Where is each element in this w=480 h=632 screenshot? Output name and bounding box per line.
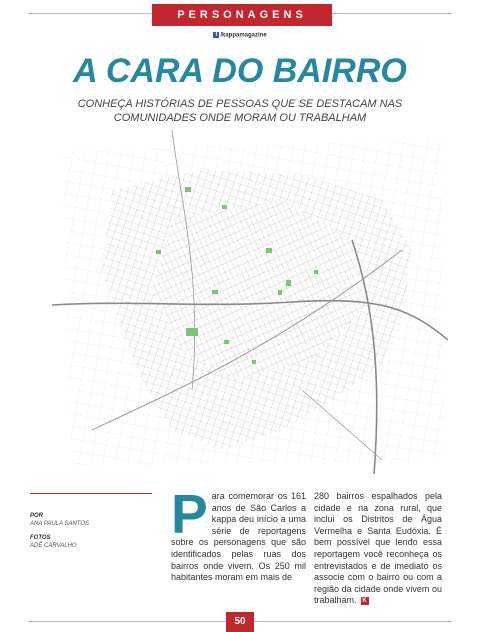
social-handle-text: /kappamagazine [220, 32, 267, 39]
section-tab: PERSONAGENS [152, 4, 332, 26]
facebook-icon: f [213, 32, 219, 38]
body-text-1: ara comemorar os 161 anos de São Carlos a kappa deu início a uma série de reportagens sobre os personagens que são identificados pelas ruas dos bairros onde vivem. Os 250 mil habitantes moram em mais de [171, 491, 306, 583]
body-column-2 [314, 491, 442, 607]
body-text-2: 280 bairros espalhados pela cidade e na zona rural, que inclui os Distritos de Água Vermelha e Santa Eudóxia. É bem possível que lendo essa reportagem você reconheça os entrevistados e de imediato os associe com o bairro ou com a região da cidade onde vivem ou trabalham. [314, 491, 442, 606]
author-name: ANA PAULA SANTOS [30, 521, 90, 527]
end-mark-icon: K [362, 597, 367, 604]
city-map [52, 130, 448, 474]
page-number: 50 [226, 612, 254, 632]
social-handle[interactable] [0, 32, 480, 39]
photo-role: FOTOS [30, 535, 51, 541]
body-column-1 [171, 483, 306, 584]
author-role: POR [30, 513, 44, 519]
drop-cap: P [171, 483, 208, 545]
article-title: A CARA DO BAIRRO [73, 52, 407, 90]
photo-name: ADÊ CARVALHO [30, 543, 77, 549]
credits-rule [30, 493, 152, 494]
article-subtitle: CONHEÇA HISTÓRIAS DE PESSOAS QUE SE DESTACAM NAS COMUNIDADES ONDE MORAM OU TRABALHAM [77, 98, 403, 124]
